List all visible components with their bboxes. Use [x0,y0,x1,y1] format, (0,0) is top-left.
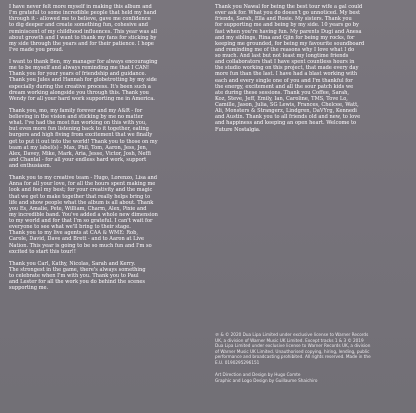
legal-block [215,332,411,383]
thanks-paragraph-label: Thank you, mo, my family forever and my A&R - for believing in the vision and sticking by me no matter what. I've had the most fun working on this with you, but even more fun listening back to it together, eating burgers and high fiving from excitement that we finally get to put it out into the world! Thank you to those on my team at my label(s) - Max, Phil, Tom, Aaron, Jess, Jen, Alex, Davey, Mike, Mark, Aria, Jesse, Victor, Josh, Neffi and Chantal - for all your endless hard work, support and enthusiasm. [9,107,158,169]
thanks-paragraph-creative: Thank you to my creative team - Hugo, Lorenzo, Lisa and Anna for all your love, for all the hours spent making me look and feel my best; for your creativity and the magic that we get to make together that really helps bring to life and show people what the album is all about. Thank you Es, Amalie, Pete, William, Charm, Alex, Pixie and my incredible band. You've added a whole new dimension to my world and for that I'm so grateful. I can't wait for everyone to see what we'll bring to their stage. Thank you to my live agents at CAA & WME: Rob, Carole, David, Dave and Brett - and to Aaron at Live Nation. This year is going to be so much fun and I'm so excited to start this tour!! [9,175,158,255]
left-text-column [9,4,205,291]
thanks-paragraph-manager: I want to thank Ben, my manager for always encouraging me to be myself and always reminding me that I CAN! Thank you for your years of friendship and guidance. Thank you Jules and Hannah for globetrotting by my side especially during the creative process. It's been such a dream working alongside you through this. Thank you Wendy for all your hard work supporting me in America. [9,59,158,102]
right-text-column [215,4,411,133]
design-credits: Art Direction and Design by Hugo Comte Graphic and Logo Design by Guillaume Shaichiro [215,372,318,383]
thanks-paragraph-intro: I have never felt more myself in making this album and I'm grateful to some incredible people that held my hand through it - allowed me to believe, gave me confidence to dig deeper and create something fun, cohesive and reminiscent of my childhood influences. This year was all about growth and I want to thank my fans for sticking by my side through the years and for their patience. I hope I've made you proud. [9,4,158,53]
thanks-paragraph-team: Thank you Carl, Kathy, Nicolas, Sarah and Kerry. The strongest in the game, there's always something to celebrate when I'm with you. Thank you to Paul and Lester for all the work you do behind the scenes supporting me. [9,260,146,292]
copyright-notice: ℗ & © 2020 Dua Lipa Limited under exclusive license to Warner Records UK, a division of Warner Music UK Limited. Except tracks 1 & 3 © 2019 Dua Lipa Limited under exclusive license to Warner Records UK, a division of Warner Music UK Limited. Unauthorised copying, hiring, lending, public performance and broadcasting prohibited. All rights reserved. Made in the E.U. 0190295296151 [215,332,371,365]
thanks-paragraph-friends: Thank you Nawal for being the best tour wife a gal could ever ask for. What you do doesn't go unnoticed. My best friends, Sarah, Ella and Rosie. My sisters. Thank you for supporting me and being by my side. 10 years go by fast when you're having fun. My parents Dugi and Anesa and my siblings, Rina and Gjin for being my rocks, for keeping me grounded, for being my favourite soundboard and reminding me of the reasons why I love what I do so much. And last but not least my longtime friends and collaborators that I have spent countless hours in the studio working on this project, that made every day more fun than the last. I have had a blast working with each and every single one of you and I'm thankful for the energy, excitement and all the sour patch kids we ate during these sessions. Thank you Coffee, Sarah, Koz, Steve, Jeff, Emily, Ian, Caroline, TMS, Tove Lo, Camille, Jason, Julia, SG Lewis, Frances, Chelcee, Watt, Ali, Monsters & Strangerz, Lindgren, DaVYrg, Kennedi and Austin. Thank you to all friends old and new, to love and happiness and keeping an open heart. Welcome to Future Nostalgia. [215,4,365,133]
